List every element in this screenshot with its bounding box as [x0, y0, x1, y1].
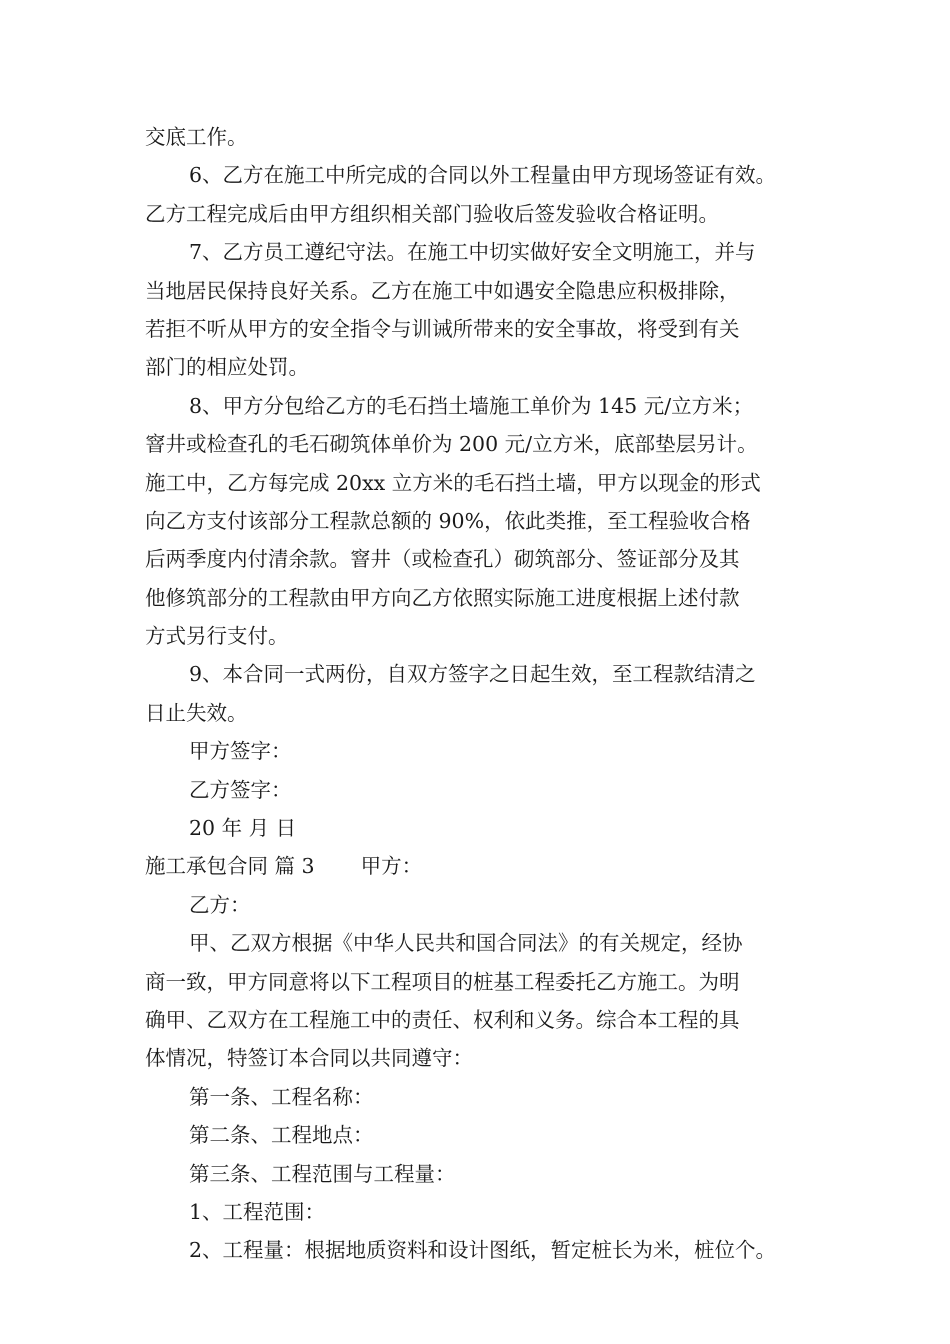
party-a-label: 甲方：	[360, 854, 423, 879]
paragraph-line: 乙方工程完成后由甲方组织相关部门验收后签发验收合格证明。	[145, 201, 719, 226]
paragraph-line: 20 年 月 日	[189, 816, 297, 841]
paragraph-line: 6、乙方在施工中所完成的合同以外工程量由甲方现场签证有效。	[189, 163, 777, 188]
paragraph-line: 确甲、乙双方在工程施工中的责任、权利和义务。综合本工程的具	[145, 1007, 740, 1032]
paragraph-line: 1、工程范围：	[189, 1199, 326, 1224]
contract-text-section-2	[145, 886, 825, 1270]
paragraph-line: 8、甲方分包给乙方的毛石挡土墙施工单价为 145 元/立方米；	[189, 393, 754, 418]
paragraph-line: 后两季度内付清余款。窨井（或检查孔）砌筑部分、签证部分及其	[145, 547, 740, 572]
paragraph-line: 部门的相应处罚。	[145, 355, 309, 380]
paragraph-line: 施工中，乙方每完成 20xx 立方米的毛石挡土墙，甲方以现金的形式	[145, 470, 761, 495]
paragraph-line: 第二条、工程地点：	[189, 1123, 374, 1148]
paragraph-line: 他修筑部分的工程款由甲方向乙方依照实际施工进度根据上述付款	[145, 585, 740, 610]
paragraph-line: 向乙方支付该部分工程款总额的 90%，依此类推，至工程验收合格	[145, 508, 751, 533]
paragraph-line: 第一条、工程名称：	[189, 1084, 374, 1109]
document-page	[145, 118, 825, 1270]
paragraph-line: 甲、乙双方根据《中华人民共和国合同法》的有关规定，经协	[189, 931, 743, 956]
paragraph-line: 乙方：	[189, 892, 251, 917]
paragraph-line: 若拒不听从甲方的安全指令与训诫所带来的安全事故，将受到有关	[145, 316, 740, 341]
paragraph-line: 体情况，特签订本合同以共同遵守：	[145, 1046, 473, 1071]
contract-heading-row	[145, 847, 825, 885]
paragraph-line: 交底工作。	[145, 125, 248, 149]
paragraph-line: 方式另行支付。	[145, 624, 289, 649]
paragraph-line: 商一致，甲方同意将以下工程项目的桩基工程委托乙方施工。为明	[145, 969, 740, 994]
paragraph-line: 7、乙方员工遵纪守法。在施工中切实做好安全文明施工，并与	[189, 240, 756, 265]
paragraph-line: 第三条、工程范围与工程量：	[189, 1161, 456, 1186]
paragraph-line: 日止失效。	[145, 700, 248, 725]
paragraph-line: 窨井或检查孔的毛石砌筑体单价为 200 元/立方米，底部垫层另计。	[145, 432, 758, 457]
paragraph-line: 9、本合同一式两份，自双方签字之日起生效，至工程款结清之	[189, 662, 756, 687]
paragraph-line: 乙方签字：	[189, 777, 292, 802]
contract-text-section-1	[145, 118, 825, 847]
contract-title: 施工承包合同 篇 3	[145, 854, 315, 879]
paragraph-line: 甲方签字：	[189, 739, 292, 764]
paragraph-line: 当地居民保持良好关系。乙方在施工中如遇安全隐患应积极排除，	[145, 278, 740, 303]
paragraph-line: 2、工程量：根据地质资料和设计图纸，暂定桩长为米，桩位个。	[189, 1238, 777, 1263]
